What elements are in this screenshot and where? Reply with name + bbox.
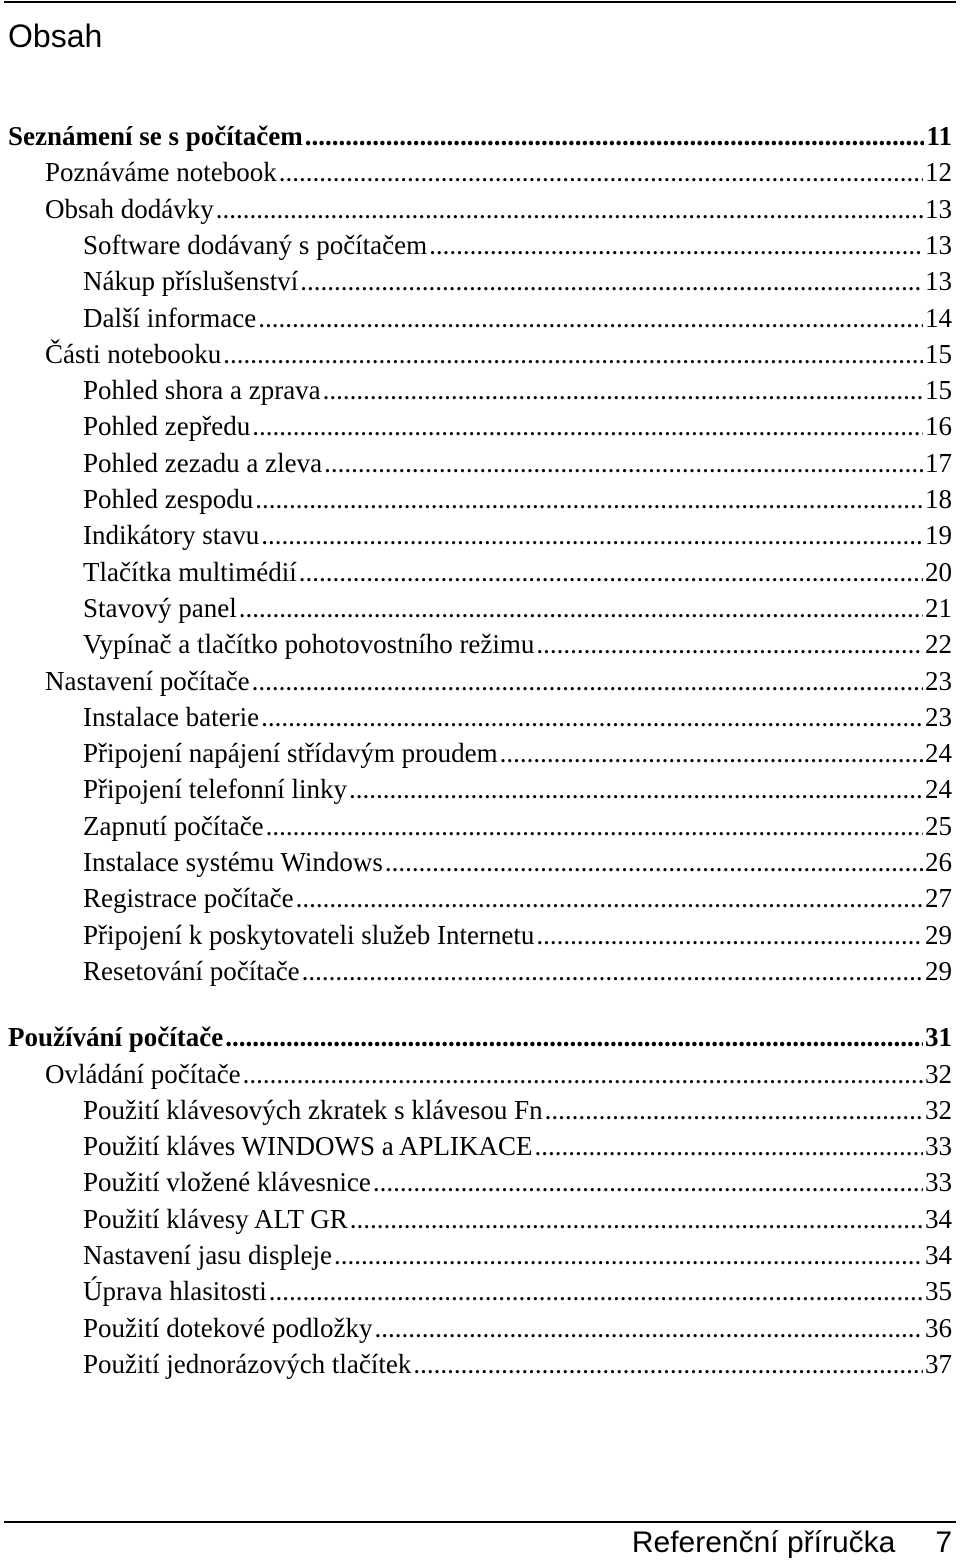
toc-entry-title: Obsah dodávky xyxy=(45,193,214,224)
toc-entry xyxy=(83,263,952,299)
toc-entry-title: Nákup příslušenství xyxy=(83,266,299,297)
toc-entry xyxy=(83,1310,952,1346)
toc-entry-title: Instalace baterie xyxy=(83,701,260,732)
toc-entry-title: Použití kláves WINDOWS a APLIKACE xyxy=(83,1131,533,1162)
toc-entry-title: Pohled zezadu a zleva xyxy=(83,447,323,478)
toc-entry xyxy=(83,626,952,662)
toc-entry xyxy=(45,154,952,190)
toc-entry-page: 19 xyxy=(925,520,952,551)
dot-leader xyxy=(536,626,923,662)
toc-entry xyxy=(83,300,952,336)
toc-entry xyxy=(83,844,952,880)
toc-entry-page: 24 xyxy=(925,738,952,769)
toc-entry-title: Používání počítače xyxy=(8,1022,224,1053)
toc-entry-page: 13 xyxy=(925,193,952,224)
toc-entry-page: 23 xyxy=(925,665,952,696)
toc-entry-page: 17 xyxy=(925,447,952,478)
toc-entry xyxy=(83,590,952,626)
dot-leader xyxy=(223,336,923,372)
dot-leader xyxy=(266,808,923,844)
toc-entry-title: Použití klávesových zkratek s klávesou Fn xyxy=(83,1094,543,1125)
toc-entry xyxy=(83,1128,952,1164)
dot-leader xyxy=(349,771,923,807)
toc-entry-page: 34 xyxy=(925,1203,952,1234)
toc-entry-page: 33 xyxy=(925,1167,952,1198)
dot-leader xyxy=(261,517,923,553)
toc-entry-page: 25 xyxy=(925,810,952,841)
toc-entry-title: Nastavení počítače xyxy=(45,665,250,696)
toc-entry-title: Software dodávaný s počítačem xyxy=(83,229,428,260)
toc-entry-title: Nastavení jasu displeje xyxy=(83,1240,332,1270)
toc-entry-title: Instalace systému Windows xyxy=(83,847,383,877)
toc-entry-title: Připojení napájení střídavým proudem xyxy=(83,738,498,769)
dot-leader xyxy=(252,663,923,699)
toc-entry-title: Použití klávesy ALT GR xyxy=(83,1203,348,1234)
footer-rule xyxy=(4,1521,956,1523)
toc-entry xyxy=(83,554,952,590)
header-rule xyxy=(4,1,956,3)
toc-entry xyxy=(45,336,952,372)
toc-entry-title: Části notebooku xyxy=(45,338,222,369)
toc-entry xyxy=(45,663,952,699)
toc-entry-title: Připojení telefonní linky xyxy=(83,774,347,805)
toc-entry xyxy=(83,445,952,481)
toc-entry-title: Poznáváme notebook xyxy=(45,157,277,188)
toc-entry-title: Zapnutí počítače xyxy=(83,810,264,841)
toc-entry-page: 36 xyxy=(925,1312,952,1343)
toc-entry-title: Pohled zespodu xyxy=(83,484,254,514)
toc-entry-page: 31 xyxy=(925,1022,952,1053)
dot-leader xyxy=(225,1019,923,1055)
toc-entry-page: 33 xyxy=(925,1131,952,1162)
toc-entry-title: Použití dotekové podložky xyxy=(83,1312,373,1343)
toc-entry xyxy=(83,880,952,916)
page-title: Obsah xyxy=(8,18,103,54)
toc-entry-page: 37 xyxy=(925,1348,952,1379)
toc-entry-title: Pohled zepředu xyxy=(83,411,251,442)
dot-leader xyxy=(536,917,923,953)
toc-entry-title: Tlačítka multimédií xyxy=(83,556,297,587)
toc-entry-page: 13 xyxy=(925,266,952,297)
toc-entry-page: 14 xyxy=(925,302,952,333)
dot-leader xyxy=(216,191,923,227)
toc-entry xyxy=(8,1019,952,1055)
dot-leader xyxy=(305,118,925,154)
toc-entry xyxy=(83,517,952,553)
toc-entry-title: Použití vložené klávesnice xyxy=(83,1167,371,1198)
toc-entry-page: 27 xyxy=(925,883,952,914)
toc-entry-page: 23 xyxy=(925,701,952,732)
toc-entry xyxy=(83,1164,952,1200)
toc-entry xyxy=(83,735,952,771)
dot-leader xyxy=(324,445,923,481)
toc-entry-title: Ovládání počítače xyxy=(45,1058,241,1089)
toc-entry xyxy=(83,227,952,263)
toc-entry xyxy=(83,1201,952,1237)
toc-entry-title: Vypínač a tlačítko pohotovostního režimu xyxy=(83,629,535,660)
toc-entry-page: 29 xyxy=(925,955,952,986)
toc-entry xyxy=(83,699,952,735)
toc-entry-title: Připojení k poskytovateli služeb Internetu xyxy=(83,919,535,950)
toc-entry-page: 21 xyxy=(925,592,952,623)
toc-entry xyxy=(83,1273,952,1309)
dot-leader xyxy=(500,735,923,771)
toc-entry-page: 13 xyxy=(925,229,952,260)
dot-leader xyxy=(255,481,923,517)
toc-entry xyxy=(83,771,952,807)
dot-leader xyxy=(243,1056,923,1092)
toc-entry-title: Seznámení se s počítačem xyxy=(8,121,303,151)
dot-leader xyxy=(323,372,923,408)
toc-entry xyxy=(8,118,952,154)
toc-entry-title: Stavový panel xyxy=(83,592,237,623)
toc-entry-page: 32 xyxy=(925,1094,952,1125)
toc-entry-title: Indikátory stavu xyxy=(83,520,260,551)
toc-entry-title: Úprava hlasitosti xyxy=(83,1276,267,1307)
toc-entry xyxy=(45,1056,952,1092)
toc-entry-title: Registrace počítače xyxy=(83,883,294,914)
toc-entry-page: 20 xyxy=(925,556,952,587)
toc-entry-page: 22 xyxy=(925,629,952,660)
dot-leader xyxy=(296,880,923,916)
toc-entry-title: Další informace xyxy=(83,302,257,333)
dot-leader xyxy=(302,953,923,989)
toc-entry-page: 18 xyxy=(925,484,952,514)
dot-leader xyxy=(258,300,923,336)
toc-entry-page: 11 xyxy=(926,121,952,151)
toc-entry xyxy=(83,808,952,844)
toc-entry-title: Použití jednorázových tlačítek xyxy=(83,1348,412,1379)
toc-entry-page: 12 xyxy=(925,157,952,188)
dot-leader xyxy=(261,699,923,735)
dot-leader xyxy=(545,1092,923,1128)
toc-entry xyxy=(83,1092,952,1128)
dot-leader xyxy=(334,1237,923,1273)
page-footer xyxy=(632,1524,952,1562)
dot-leader xyxy=(429,227,923,263)
toc-entry-page: 32 xyxy=(925,1058,952,1089)
dot-leader xyxy=(350,1201,923,1237)
toc-entry xyxy=(83,1346,952,1382)
toc-entry-page: 35 xyxy=(925,1276,952,1307)
dot-leader xyxy=(300,263,923,299)
dot-leader xyxy=(299,554,923,590)
dot-leader xyxy=(239,590,923,626)
toc-entry-page: 16 xyxy=(925,411,952,442)
toc-entry-title: Resetování počítače xyxy=(83,955,300,986)
dot-leader xyxy=(374,1310,923,1346)
dot-leader xyxy=(534,1128,923,1164)
toc-entry-page: 24 xyxy=(925,774,952,805)
toc-entry-title: Pohled shora a zprava xyxy=(83,375,321,406)
dot-leader xyxy=(385,844,923,880)
toc-entry xyxy=(83,1237,952,1273)
toc-entry-page: 15 xyxy=(925,375,952,406)
toc-entry xyxy=(83,953,952,989)
toc-entry xyxy=(83,481,952,517)
toc-entry xyxy=(45,191,952,227)
footer-label: Referenční příručka xyxy=(631,1526,896,1559)
toc-entry xyxy=(83,372,952,408)
dot-leader xyxy=(373,1164,923,1200)
toc-entry-page: 15 xyxy=(925,338,952,369)
footer-page-number: 7 xyxy=(935,1526,952,1559)
toc-entry-page: 26 xyxy=(925,847,952,877)
toc-entry xyxy=(83,917,952,953)
dot-leader xyxy=(413,1346,923,1382)
toc-entry-page: 34 xyxy=(925,1240,952,1270)
toc-entry xyxy=(83,408,952,444)
toc-entry-page: 29 xyxy=(925,919,952,950)
dot-leader xyxy=(252,408,923,444)
dot-leader xyxy=(269,1273,923,1309)
dot-leader xyxy=(279,154,923,190)
